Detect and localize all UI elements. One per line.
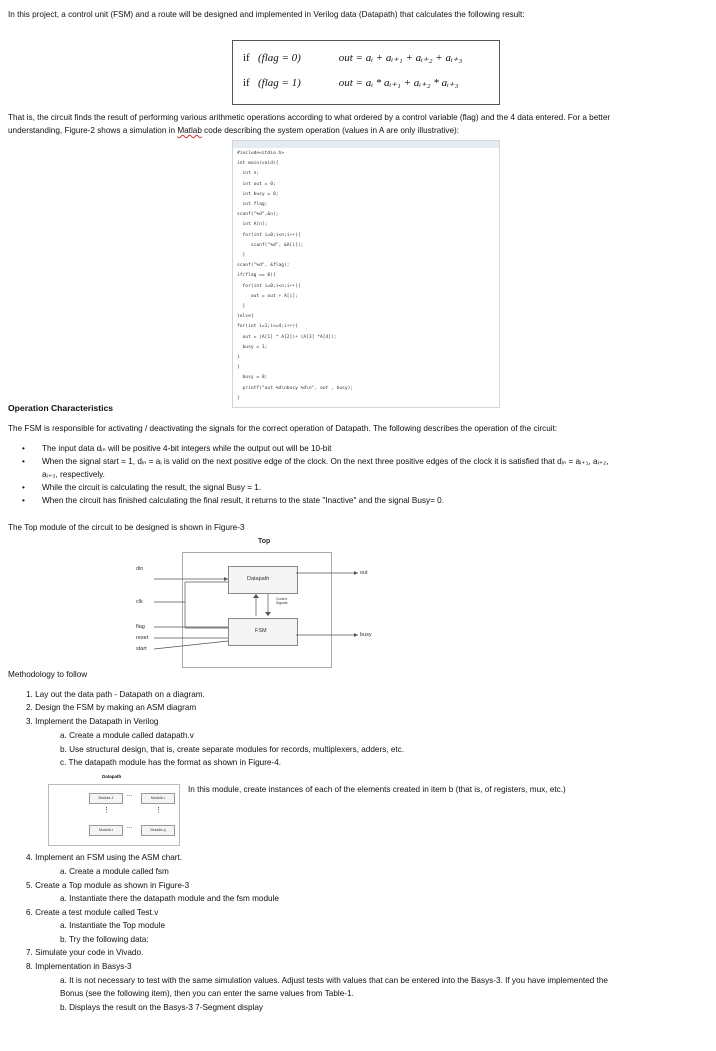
code-line: printf("out %d\nbusy %d\n", out , busy); <box>237 385 354 391</box>
diagram-title: Top <box>258 538 271 545</box>
step-8a: a. It is not necessary to test with the same simulation values. Adjust tests with values that can be entered into the Basys-3. If you have implemented the <box>60 976 608 985</box>
step-8: 8. Implementation in Basys-3 <box>26 962 132 971</box>
paragraph-1-line-a: That is, the circuit finds the result of performing various arithmetic operations according to what ordered by a control variable (flag) and the 4 data entered. For a better <box>8 113 611 122</box>
bullet-2: When the signal start = 1, dᵢₙ = aᵢ is valid on the next positive edge of the clock. On the next three positive edges of the clock it is satisfied that dᵢₙ = aᵢ₊₁, aᵢ₊₂, <box>42 457 609 466</box>
code-line: scanf("%d", &A[i]); <box>237 242 304 248</box>
code-line: } <box>237 304 246 309</box>
step-6b: b. Try the following data: <box>60 935 149 944</box>
code-line: if(flag == 0){ <box>237 273 276 279</box>
input-din: din <box>136 566 144 572</box>
input-start: start <box>136 646 147 652</box>
code-line: int n; <box>237 171 260 177</box>
op-paragraph: The FSM is responsible for activating / deactivating the signals for the correct operation of Datapath. The following describes the operation of the circuit: <box>8 424 558 433</box>
step-7: 7. Simulate your code in Vivado. <box>26 948 144 957</box>
code-toolbar <box>233 141 499 148</box>
code-line: int busy = 0; <box>237 191 279 197</box>
step-5: 5. Create a Top module as shown in Figure-3 <box>26 881 190 890</box>
code-line: for(int i=1;i<=4;i++){ <box>237 324 298 330</box>
equation-row-1 <box>243 51 462 64</box>
bullet-4: When the circuit has finished calculating the final result, it returns to the state "Inactive" and the signal Busy= 0. <box>42 496 444 505</box>
code-line: int out = 0; <box>237 181 276 187</box>
step-8b: b. Displays the result on the Basys-3 7-Segment display <box>60 1003 263 1012</box>
code-line: } <box>237 365 240 371</box>
module-r2-box: Module-r <box>89 825 123 836</box>
datapath-block: Datapath <box>228 566 298 594</box>
code-line: int A[n]; <box>237 222 268 228</box>
matlab-link: Matlab <box>177 126 202 135</box>
op-heading: Operation Characteristics <box>8 403 114 413</box>
fig4-title: Datapath <box>102 774 122 779</box>
eq-expr: out = aᵢ * aᵢ₊₁ + aᵢ₊₂ * aᵢ₊₃ <box>338 77 459 89</box>
equation-row-2 <box>243 76 459 89</box>
eq-cond: (flag = 0) <box>257 52 301 64</box>
step-4: 4. Implement an FSM using the ASM chart. <box>26 853 183 862</box>
paragraph-1-line-b: understanding, Figure-2 shows a simulation in Matlab code describing the system operation (values in A are only illustrative): <box>8 126 460 135</box>
module-q-box: Module-q <box>141 825 175 836</box>
equation-box <box>232 40 500 105</box>
output-busy: busy <box>360 632 372 638</box>
code-line: scanf("%d", &flag); <box>237 263 290 269</box>
eq-if: if <box>243 77 250 89</box>
bullet-list: • The input data dᵢₙ will be positive 4-bit integers while the output out will be 10-bit • When the signal start = 1, dᵢₙ = aᵢ is valid on the next positive edge of the clock. On the next three positive edges of the clock it is satisfied that dᵢₙ = aᵢ₊₁, aᵢ₊₂, aᵢ₊₃, respectively. • While the circuit is calculating the result, the signal Busy = 1. • When the circuit has finished calculating the final result, it returns to the state "Inactive" and the signal Busy= 0. <box>22 444 609 505</box>
step-3: 3. Implement the Datapath in Verilog <box>26 717 159 726</box>
output-out: out <box>360 570 368 576</box>
step-3a: a. Create a module called datapath.v <box>60 731 194 740</box>
code-line: int main(void){ <box>237 161 279 167</box>
input-clk: clk <box>136 599 143 605</box>
code-line: #include<stdio.h> <box>237 151 285 156</box>
diagram-wires <box>130 538 550 668</box>
step-1: 1. Lay out the data path - Datapath on a diagram. <box>26 690 205 699</box>
bullet-1: The input data dᵢₙ will be positive 4-bit integers while the output out will be 10-bit <box>42 444 332 453</box>
code-line: } <box>237 355 240 360</box>
control-signals-label: Control Signals <box>276 597 288 605</box>
top-paragraph: The Top module of the circuit to be designed is shown in Figure-3 <box>8 523 245 532</box>
step-6a: a. Instantiate the Top module <box>60 921 165 930</box>
code-line: busy = 0; <box>237 375 268 381</box>
intro-text: In this project, a control unit (FSM) and a route will be designed and implemented in Verilog data (Datapath) that calculates the following result: <box>8 10 525 19</box>
code-line: }else{ <box>237 314 254 320</box>
eq-if: if <box>243 52 250 64</box>
step-2: 2. Design the FSM by making an ASM diagram <box>26 703 197 712</box>
module-r-box: Module-r <box>141 793 175 804</box>
code-line: for(int i=0;i<n;i++){ <box>237 283 301 289</box>
step-3c: c. The datapath module has the format as shown in Figure-4. <box>60 758 282 767</box>
step-3b: b. Use structural design, that is, create separate modules for records, multiplexers, adders, etc. <box>60 745 405 754</box>
bullet-3: While the circuit is calculating the result, the signal Busy = 1. <box>42 483 262 492</box>
step-8a-cont: Bonus (see the following item), then you can enter the same values from Table-1. <box>60 989 354 998</box>
code-line: int flag; <box>237 202 268 207</box>
code-line: } <box>237 253 246 258</box>
fsm-block: FSM <box>228 618 298 646</box>
code-figure <box>232 140 500 408</box>
datapath-format-figure: Module-1 ... Module-r ⋮ ⋮ Module-r ... Module-q <box>48 784 180 846</box>
paragraph-1 <box>8 111 708 137</box>
code-line: busy = 1; <box>237 344 268 350</box>
code-line: scanf("%d",&n); <box>237 212 279 218</box>
step-5a: a. Instantiate there the datapath module and the fsm module <box>60 894 279 903</box>
eq-cond: (flag = 1) <box>257 77 301 89</box>
code-line: out = out + A[i]; <box>237 293 298 299</box>
code-line: } <box>237 395 240 401</box>
bullet-2-cont: aᵢ₊₃, respectively. <box>42 470 105 479</box>
eq-expr: out = aᵢ + aᵢ₊₁ + aᵢ₊₂ + aᵢ₊₃ <box>338 52 463 64</box>
top-module-diagram <box>130 538 550 668</box>
fig4-note: In this module, create instances of each of the elements created in item b (that is, of registers, mux, etc.) <box>188 785 566 794</box>
code-line: for(int i=0;i<n;i++){ <box>237 232 301 238</box>
step-4a: a. Create a module called fsm <box>60 867 169 876</box>
method-heading: Methodology to follow <box>8 670 88 679</box>
module-1-box: Module-1 <box>89 793 123 804</box>
input-reset: reset <box>136 635 149 641</box>
code-line: out = (A[1] * A[2])+ (A[3] *A[4]); <box>237 334 337 340</box>
step-6: 6. Create a test module called Test.v <box>26 908 159 917</box>
input-flag: flag <box>136 624 145 630</box>
